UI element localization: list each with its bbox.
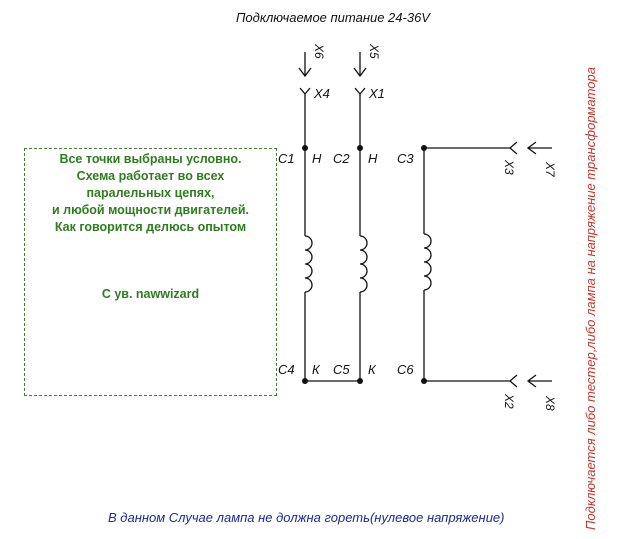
note-line: паралельных цепях, <box>86 186 215 200</box>
note-line: Все точки выбраны условно. <box>59 152 242 166</box>
label-x8: X8 <box>543 396 557 411</box>
label-c3: C3 <box>397 151 414 166</box>
diagram-title: Подключаемое питание 24-36V <box>236 10 430 25</box>
label-c5: C5 <box>333 362 350 377</box>
note-line: и любой мощности двигателей. <box>51 203 250 217</box>
arrow-x5 <box>354 52 366 76</box>
side-note: Подключается либо тестер,либо лампа на напряжение трансформатора <box>583 67 598 530</box>
arrow-x7 <box>528 142 552 154</box>
label-c4: C4 <box>278 362 295 377</box>
node-c1 <box>302 145 308 151</box>
label-c1: C1 <box>278 151 295 166</box>
note-line: Как говорится делюсь опытом <box>54 220 247 234</box>
winding-1 <box>305 148 312 381</box>
label-h1: Н <box>312 151 322 166</box>
node-c2 <box>357 145 363 151</box>
node-c4 <box>302 378 308 384</box>
label-x4: X4 <box>314 86 330 101</box>
winding-2 <box>360 148 367 381</box>
label-h2: Н <box>368 151 378 166</box>
arrow-x6 <box>299 52 311 76</box>
note-credit: С ув. nawwizard <box>101 287 200 301</box>
note-line: Схема работает во всех <box>76 169 225 183</box>
terminal-fork-x2 <box>510 375 517 387</box>
winding-3 <box>424 148 431 381</box>
terminal-fork-x1 <box>355 88 365 94</box>
label-k2: К <box>368 362 376 377</box>
label-x5: X5 <box>367 44 381 59</box>
label-c2: C2 <box>333 151 350 166</box>
node-c3 <box>421 145 427 151</box>
node-c5 <box>357 378 363 384</box>
note-text <box>24 151 277 236</box>
footer-note: В данном Случае лампа не должна гореть(нулевое напряжение) <box>108 510 505 525</box>
label-c6: C6 <box>397 362 414 377</box>
arrow-x8 <box>528 375 552 387</box>
label-x3: X3 <box>502 160 516 175</box>
label-x1: X1 <box>369 86 385 101</box>
label-x7: X7 <box>543 162 557 177</box>
label-x2: X2 <box>502 394 516 409</box>
label-x6: X6 <box>312 44 326 59</box>
label-k1: К <box>312 362 320 377</box>
node-c6 <box>421 378 427 384</box>
terminal-fork-x3 <box>510 142 517 154</box>
terminal-fork-x4 <box>300 88 310 94</box>
